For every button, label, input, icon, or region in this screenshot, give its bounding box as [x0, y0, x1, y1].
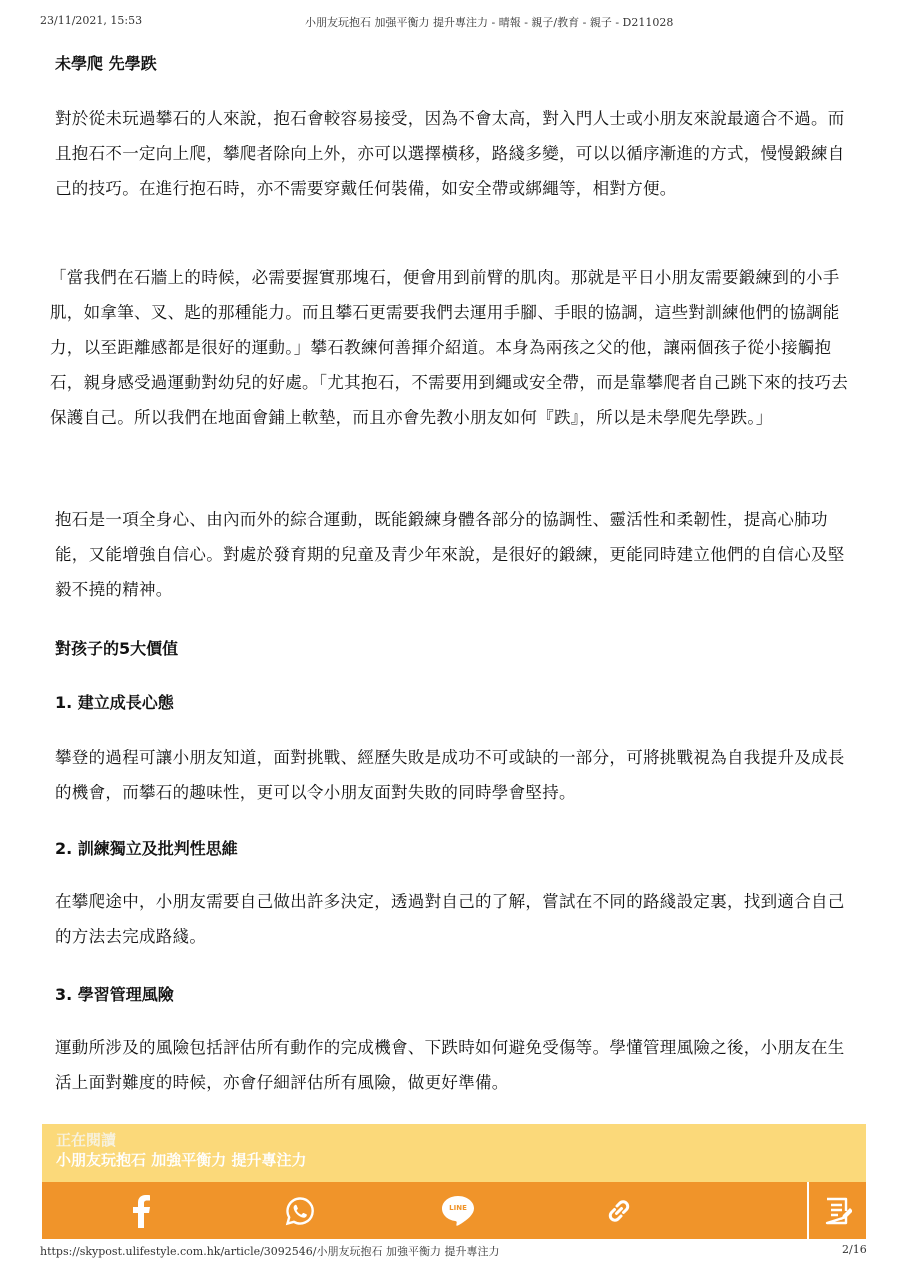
line-icon-text: LINE [449, 1204, 467, 1212]
item-heading: 2. 訓練獨立及批判性思維 [55, 839, 238, 858]
values-heading: 對孩子的5大價值 [55, 639, 179, 658]
section-heading: 未學爬 先學跌 [55, 54, 157, 73]
print-page-title: 小朋友玩抱石 加强平衡力 提升專注力 - 晴報 - 親子/教育 - 親子 - D211028 [305, 16, 674, 29]
share-bar-divider [807, 1182, 809, 1239]
copy-link-button[interactable] [599, 1191, 639, 1231]
whatsapp-share-button[interactable] [280, 1191, 320, 1231]
now-reading-title[interactable]: 小朋友玩抱石 加強平衡力 提升專注力 [56, 1151, 307, 1169]
item-body: 運動所涉及的風險包括評估所有動作的完成機會、下跌時如何避免受傷等。學懂管理風險之後，小朋友在生活上面對難度的時候，亦會仔細評估所有風險，做更好準備。 [55, 1038, 845, 1092]
line-share-button[interactable] [438, 1191, 478, 1231]
print-datetime: 23/11/2021, 15:53 [40, 14, 143, 27]
item-heading: 3. 學習管理風險 [55, 985, 174, 1004]
article-list-icon [824, 1196, 852, 1226]
article-paragraph: 抱石是一項全身心、由內而外的綜合運動，既能鍛練身體各部分的協調性、靈活性和柔韌性，提高心肺功能，又能增強自信心。對處於發育期的兒童及青少年來說，是很好的鍛練，更能同時建立他們的自信心及堅毅不撓的精神。 [55, 510, 845, 599]
item-body: 在攀爬途中，小朋友需要自己做出許多決定，透過對自己的了解，嘗試在不同的路綫設定裏，找到適合自己的方法去完成路綫。 [55, 892, 845, 946]
article-paragraph: 「當我們在石牆上的時候，必需要握實那塊石，便會用到前臂的肌肉。那就是平日小朋友需要鍛練到的小手肌，如拿筆、叉、匙的那種能力。而且攀石更需要我們去運用手腳、手眼的協調，這些對訓練他們的協調能力，以至距離感都是很好的運動。」攀石教練何善揮介紹道。本身為兩孩之父的他，讓兩個孩子從小接觸抱石，親身感受過運動對幼兒的好處。「尤其抱石，不需要用到繩或安全帶，而是靠攀爬者自己跳下來的技巧去保護自己。所以我們在地面會鋪上軟墊，而且亦會先教小朋友如何『跌』，所以是未學爬先學跌。」 [50, 268, 849, 427]
facebook-icon [130, 1194, 152, 1228]
item-heading: 1. 建立成長心態 [55, 693, 174, 712]
print-url: https://skypost.ulifestyle.com.hk/article/3092546/小朋友玩抱石 加強平衡力 提升專注力 [40, 1245, 500, 1258]
item-body: 攀登的過程可讓小朋友知道，面對挑戰、經歷失敗是成功不可或缺的一部分，可將挑戰視為自我提升及成長的機會，而攀石的趣味性，更可以令小朋友面對失敗的同時學會堅持。 [55, 748, 845, 802]
print-header [0, 14, 906, 30]
whatsapp-icon [284, 1195, 316, 1227]
now-reading-bar[interactable] [42, 1124, 866, 1182]
print-page-number: 2/16 [842, 1243, 867, 1256]
link-icon [604, 1196, 634, 1226]
article-list-button[interactable] [818, 1191, 858, 1231]
now-reading-label: 正在閱讀 [56, 1131, 117, 1149]
facebook-share-button[interactable] [121, 1191, 161, 1231]
article-paragraph: 對於從未玩過攀石的人來說，抱石會較容易接受，因為不會太高，對入門人士或小朋友來說最適合不過。而且抱石不一定向上爬，攀爬者除向上外，亦可以選擇橫移，路綫多變，可以以循序漸進的方式，慢慢鍛練自己的技巧。在進行抱石時，亦不需要穿戴任何裝備，如安全帶或綁繩等，相對方便。 [55, 109, 845, 198]
print-footer [0, 1243, 906, 1259]
share-bar [42, 1182, 866, 1239]
